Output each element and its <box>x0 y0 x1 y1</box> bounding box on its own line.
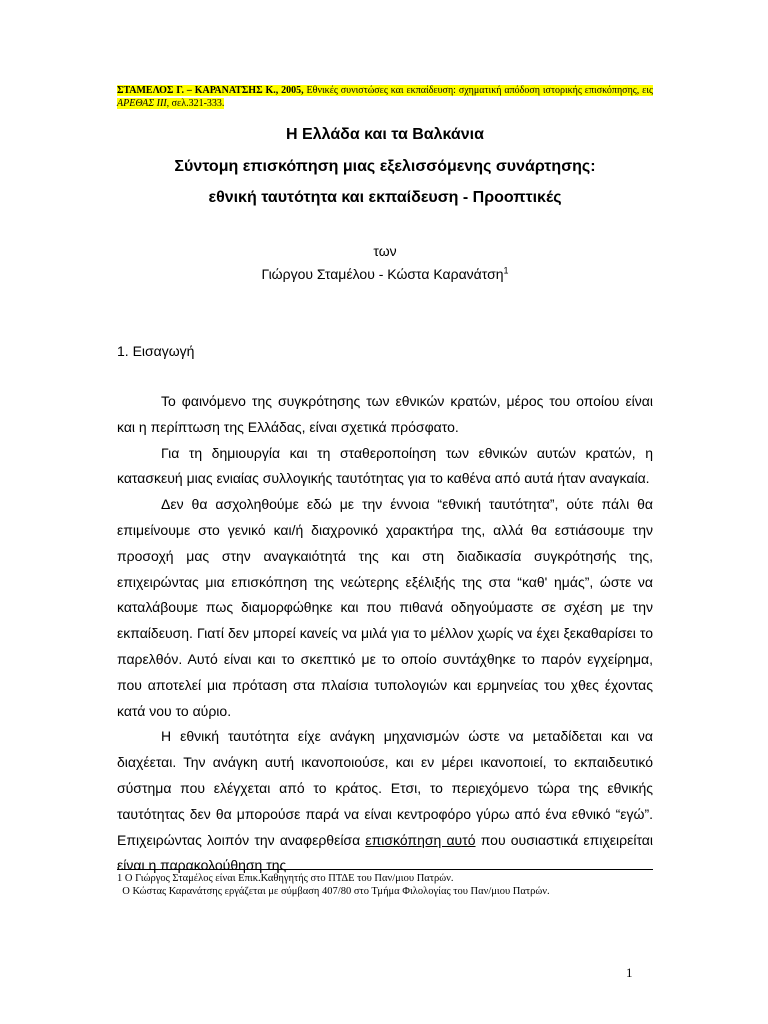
title-line-2: Σύντομη επισκόπηση μιας εξελισσόμενης συνάρτησης: <box>174 158 596 175</box>
footnote-line: 1 Ο Γιώργος Σταμέλος είναι Επικ.Καθηγητής στο ΠΤΔΕ του Παν/μιου Πατρών. <box>117 873 454 884</box>
byline-authors <box>117 266 653 282</box>
citation-authors: ΣΤΑΜΕΛΟΣ Γ. – ΚΑΡΑΝΑΤΣΗΣ Κ., 2005, <box>117 85 304 96</box>
citation-highlight <box>117 85 653 109</box>
paragraph <box>117 724 653 879</box>
citation-pages: , σελ.321-333. <box>166 98 225 109</box>
citation-journal: ΑΡΕΘΑΣ ΙΙΙ <box>117 98 167 109</box>
citation-reference <box>117 84 653 110</box>
paragraph: Για τη δημιουργία και τη σταθεροποίηση των εθνικών αυτών κρατών, η κατασκευή μιας ενιαίας συλλογικής ταυτότητας για το καθένα από αυτά ήταν αναγκαία. <box>117 444 653 487</box>
body-text <box>117 389 653 879</box>
byline-author-names: Γιώργου Σταμέλου - Κώστα Καρανάτση <box>261 266 504 282</box>
footnote-line: Ο Κώστας Καρανάτσης εργάζεται με σύμβαση 407/80 στο Τμήμα Φιλολογίας του Παν/μιου Πατρών. <box>117 886 550 897</box>
underlined-text: επισκόπηση αυτό <box>365 831 476 848</box>
citation-text: Εθνικές συνιστώσες και εκπαίδευση: σχηματική απόδοση ιστορικής επισκόπησης, εις <box>303 85 653 96</box>
paragraph: Το φαινόμενο της συγκρότησης των εθνικών κρατών, μέρος του οποίου είναι και η περίπτωση της Ελλάδας, είναι σχετικά πρόσφατο. <box>117 393 653 435</box>
paragraph: Δεν θα ασχοληθούμε εδώ με την έννοια “εθνική ταυτότητα”, ούτε πάλι θα επιμείνουμε στο γενικό και/ή διαχρονικό χαρακτήρα της, αλλά θα εστιάσουμε την προσοχή μας στην αναγκαιότητά της και στη διαδικασία συγκρότησής της, επιχειρώντας μια επισκόπηση της νεώτερης εξέλιξής της στα “καθ' ημάς”, ώστε να καταλάβουμε πως διαμορφώθηκε και που πιθανά οδηγούμαστε σε σχέση με την εκπαίδευση. Γιατί δεν μπορεί κανείς να μιλά για το μέλλον χωρίς να έχει ξεκαθαρίσει το παρελθόν. Αυτό είναι και το σκεπτικό με το οποίο συντάχθηκε το παρόν εγχείρημα, που αποτελεί μια πρόταση στα πλαίσια τυπολογιών και ερμηνείας του χθες έχοντας κατά νου το αύριο. <box>117 496 653 719</box>
title-line-1: Η Ελλάδα και τα Βαλκάνια <box>286 126 484 143</box>
paragraph-text: Η εθνική ταυτότητα είχε ανάγκη μηχανισμών ώστε να μεταδίδεται και να διαχέεται. Την ανάγκη αυτή ικανοποιούσε, και εν μέρει ικανοποιεί, το εκπαιδευτικό σύστημα που ελέγχεται από το κράτος. Ετσι, το περιεχόμενο τώρα της εθνικής ταυτότητας δεν θα μπορούσε παρά να είναι κεντροφόρο γύρω από ένα εθνικό “εγώ”. Επιχειρώντας λοιπόν την αναφερθείσα <box>117 728 653 848</box>
title-line-3: εθνική ταυτότητα και εκπαίδευση - Προοπτικές <box>208 189 562 206</box>
footnote-divider <box>117 869 653 870</box>
page-number: 1 <box>626 965 633 980</box>
footnotes <box>117 869 657 898</box>
byline-of: των <box>373 243 397 259</box>
section-heading: 1. Εισαγωγή <box>117 343 195 359</box>
paragraph-text: που ουσιαστικά επιχειρείται είναι η παρακολούθηση της <box>117 831 653 874</box>
footnote-marker[interactable]: 1 <box>503 265 509 276</box>
